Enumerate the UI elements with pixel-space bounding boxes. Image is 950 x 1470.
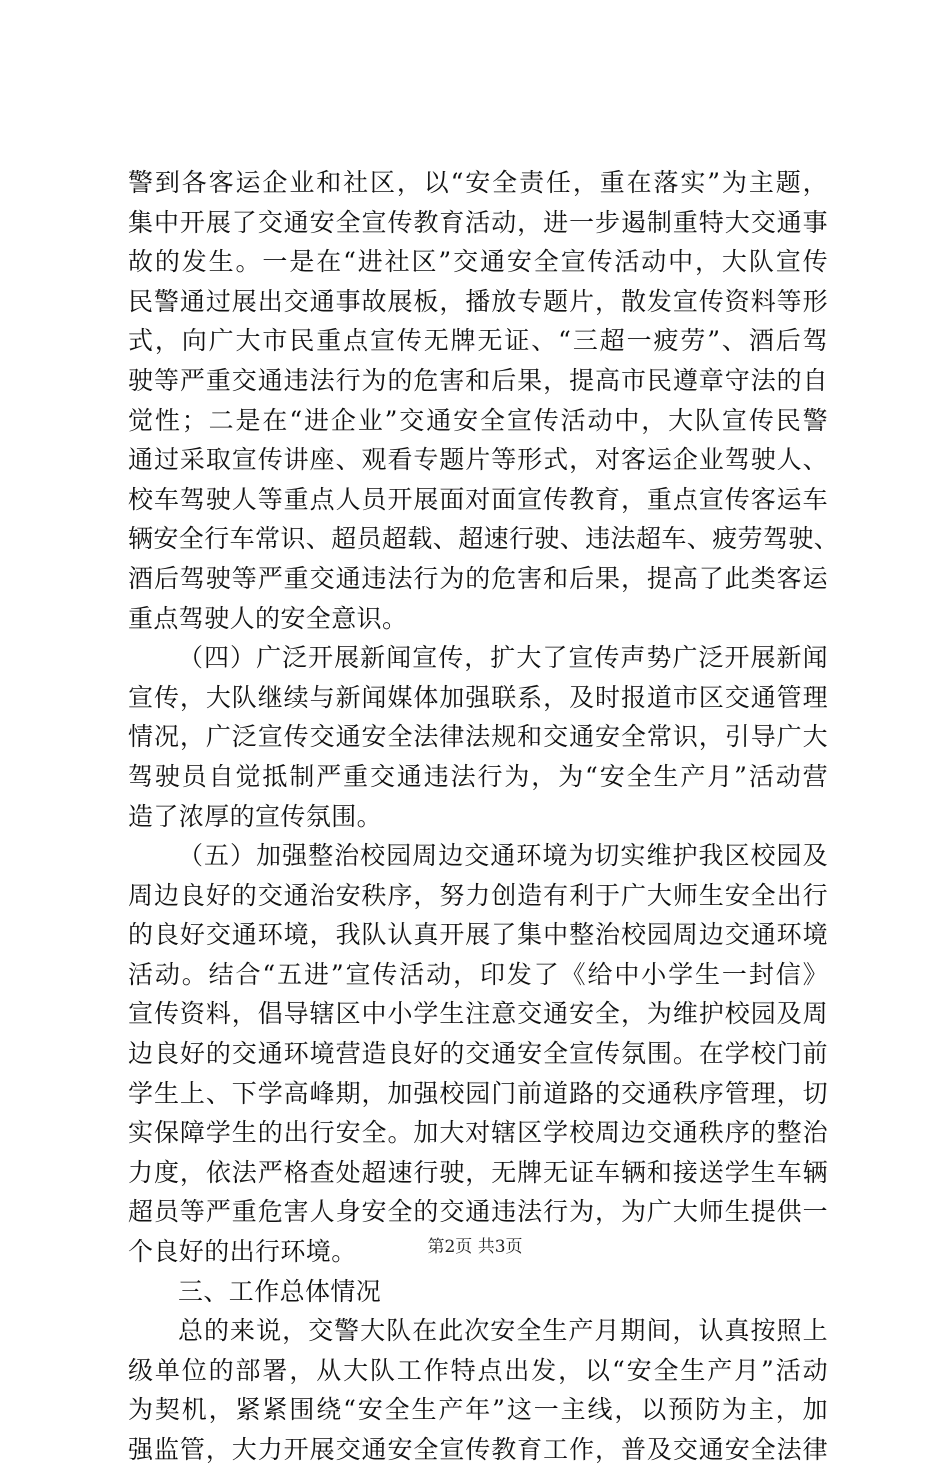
text-line: 级单位的部署，从大队工作特点出发，以“安全生产月”活动	[128, 1355, 828, 1385]
text-line: 集中开展了交通安全宣传教育活动，进一步遏制重特大交通事	[128, 207, 828, 237]
text-line: 活动。结合“五进”宣传活动，印发了《给中小学生一封信》	[128, 959, 828, 989]
text-line: 辆安全行车常识、超员超载、超速行驶、违法超车、疲劳驾驶、	[128, 524, 840, 554]
text-line: 强监管，大力开展交通安全宣传教育工作，普及交通安全法律	[128, 1435, 828, 1464]
text-line: 实保障学生的出行安全。加大对辖区学校周边交通秩序的整治	[128, 1118, 828, 1148]
text-line: 的良好交通环境，我队认真开展了集中整治校园周边交通环境	[128, 920, 828, 950]
text-line: 校车驾驶人等重点人员开展面对面宣传教育，重点宣传客运车	[128, 484, 828, 514]
text-line: 宣传，大队继续与新闻媒体加强联系，及时报道市区交通管理	[128, 682, 828, 712]
section-heading-line: （四）广泛开展新闻宣传，扩大了宣传声势广泛开展新闻	[178, 643, 828, 673]
text-line: 情况，广泛宣传交通安全法律法规和交通安全常识，引导广大	[128, 722, 828, 752]
text-line: 总的来说，交警大队在此次安全生产月期间，认真按照上	[178, 1316, 828, 1346]
text-line: 民警通过展出交通事故展板，播放专题片，散发宣传资料等形	[128, 286, 828, 316]
text-line: 通过采取宣传讲座、观看专题片等形式，对客运企业驾驶人、	[128, 445, 828, 475]
text-line: 超员等严重危害人身安全的交通违法行为，为广大师生提供一	[128, 1197, 828, 1227]
text-line: 重点驾驶人的安全意识。	[128, 603, 408, 633]
text-line: 宣传资料，倡导辖区中小学生注意交通安全，为维护校园及周	[128, 999, 828, 1029]
text-line: 警到各客运企业和社区，以“安全责任，重在落实”为主题，	[128, 168, 828, 197]
page-number-footer: 第2页 共3页	[427, 1237, 523, 1257]
text-line: 式，向广大市民重点宣传无牌无证、“三超一疲劳”、酒后驾	[128, 326, 828, 356]
text-line: 学生上、下学高峰期，加强校园门前道路的交通秩序管理，切	[128, 1078, 828, 1108]
chapter-heading-line: 三、工作总体情况	[178, 1276, 382, 1306]
text-line: 个良好的出行环境。	[128, 1237, 357, 1267]
text-line: 为契机，紧紧围绕“安全生产年”这一主线，以预防为主，加	[128, 1395, 828, 1425]
text-line: 酒后驾驶等严重交通违法行为的危害和后果，提高了此类客运	[128, 563, 828, 593]
text-line: 边良好的交通环境营造良好的交通安全宣传氛围。在学校门前	[128, 1039, 828, 1069]
text-line: 力度，依法严格查处超速行驶，无牌无证车辆和接送学生车辆	[128, 1157, 828, 1187]
text-line: 觉性；二是在“进企业”交通安全宣传活动中，大队宣传民警	[128, 405, 828, 435]
text-line: 故的发生。一是在“进社区”交通安全宣传活动中，大队宣传	[128, 247, 828, 277]
text-line: 驾驶员自觉抵制严重交通违法行为，为“安全生产月”活动营	[128, 761, 828, 791]
text-line: 驶等严重交通违法行为的危害和后果，提高市民遵章守法的自	[128, 365, 828, 395]
text-line: 周边良好的交通治安秩序，努力创造有利于广大师生安全出行	[128, 880, 828, 910]
text-line: 造了浓厚的宣传氛围。	[128, 801, 383, 831]
body-text	[128, 163, 840, 1470]
section-heading-line: （五）加强整治校园周边交通环境为切实维护我区校园及	[178, 841, 828, 871]
